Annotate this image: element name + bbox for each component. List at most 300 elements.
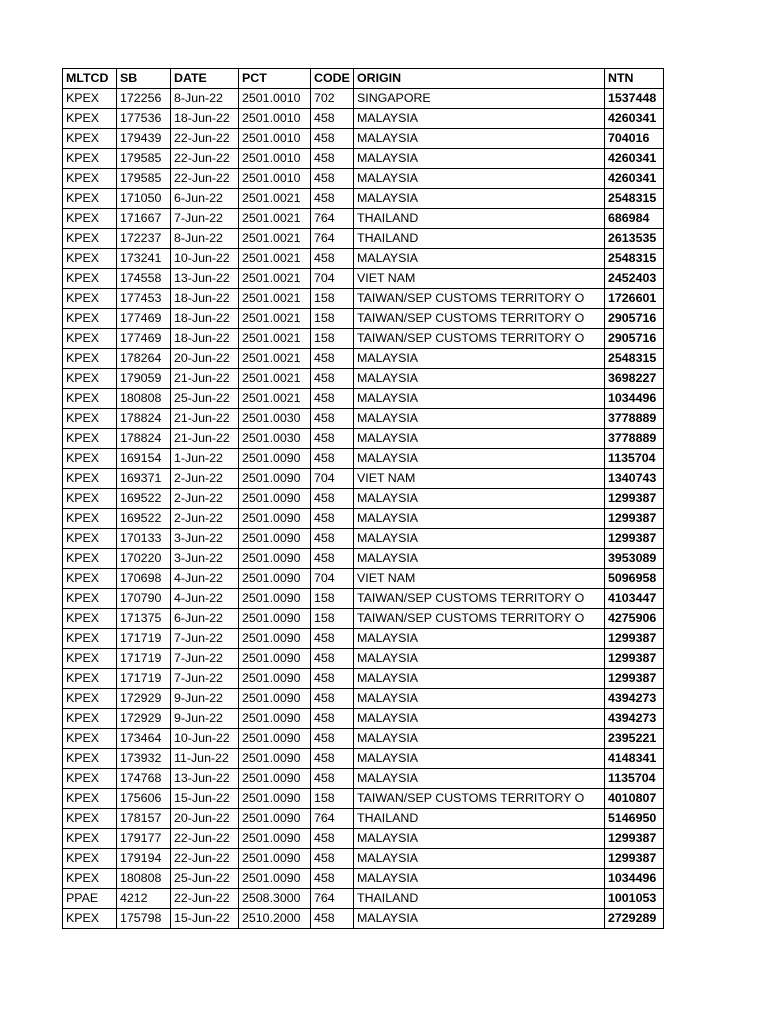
table-row	[63, 169, 664, 189]
mltcd-cell: KPEX	[63, 529, 117, 549]
origin-cell: SINGAPORE	[354, 89, 605, 109]
mltcd-cell: KPEX	[63, 609, 117, 629]
ntn-cell: 2905716	[605, 309, 664, 329]
mltcd-cell: KPEX	[63, 509, 117, 529]
table-row	[63, 829, 664, 849]
table-row	[63, 449, 664, 469]
date-cell: 11-Jun-22	[171, 749, 239, 769]
mltcd-cell: KPEX	[63, 549, 117, 569]
mltcd-cell: KPEX	[63, 449, 117, 469]
ntn-cell: 1135704	[605, 769, 664, 789]
origin-cell: MALAYSIA	[354, 449, 605, 469]
table-row	[63, 329, 664, 349]
date-cell: 22-Jun-22	[171, 169, 239, 189]
mltcd-cell: KPEX	[63, 209, 117, 229]
mltcd-cell: KPEX	[63, 629, 117, 649]
table-row	[63, 249, 664, 269]
origin-cell: MALAYSIA	[354, 649, 605, 669]
code-cell: 458	[311, 549, 354, 569]
sb-cell: 171050	[117, 189, 171, 209]
origin-cell: TAIWAN/SEP CUSTOMS TERRITORY O	[354, 609, 605, 629]
ntn-cell: 4148341	[605, 749, 664, 769]
code-cell: 158	[311, 609, 354, 629]
date-cell: 25-Jun-22	[171, 389, 239, 409]
code-cell: 158	[311, 309, 354, 329]
origin-cell: VIET NAM	[354, 569, 605, 589]
ntn-cell: 1299387	[605, 529, 664, 549]
origin-cell: MALAYSIA	[354, 189, 605, 209]
origin-cell: MALAYSIA	[354, 509, 605, 529]
date-cell: 22-Jun-22	[171, 829, 239, 849]
sb-cell: 177469	[117, 309, 171, 329]
origin-cell: MALAYSIA	[354, 409, 605, 429]
table-row	[63, 769, 664, 789]
code-cell: 458	[311, 829, 354, 849]
code-cell: 458	[311, 509, 354, 529]
ntn-cell: 2548315	[605, 249, 664, 269]
sb-cell: 169522	[117, 489, 171, 509]
origin-cell: MALAYSIA	[354, 909, 605, 929]
mltcd-cell: KPEX	[63, 569, 117, 589]
code-cell: 458	[311, 489, 354, 509]
origin-cell: MALAYSIA	[354, 129, 605, 149]
mltcd-cell: KPEX	[63, 89, 117, 109]
mltcd-cell: KPEX	[63, 229, 117, 249]
pct-cell: 2501.0090	[239, 529, 311, 549]
mltcd-cell: PPAE	[63, 889, 117, 909]
origin-cell: MALAYSIA	[354, 689, 605, 709]
code-cell: 458	[311, 149, 354, 169]
pct-cell: 2501.0010	[239, 149, 311, 169]
mltcd-cell: KPEX	[63, 909, 117, 929]
pct-cell: 2501.0021	[239, 189, 311, 209]
code-cell: 764	[311, 229, 354, 249]
table-row	[63, 589, 664, 609]
origin-cell: TAIWAN/SEP CUSTOMS TERRITORY O	[354, 789, 605, 809]
table-row	[63, 569, 664, 589]
code-cell: 458	[311, 189, 354, 209]
origin-cell: MALAYSIA	[354, 369, 605, 389]
origin-cell: THAILAND	[354, 209, 605, 229]
date-cell: 18-Jun-22	[171, 329, 239, 349]
table-row	[63, 349, 664, 369]
sb-cell: 169154	[117, 449, 171, 469]
pct-cell: 2501.0010	[239, 129, 311, 149]
pct-cell: 2501.0021	[239, 389, 311, 409]
sb-cell: 169371	[117, 469, 171, 489]
ntn-cell: 2729289	[605, 909, 664, 929]
date-cell: 4-Jun-22	[171, 569, 239, 589]
date-cell: 18-Jun-22	[171, 109, 239, 129]
origin-cell: TAIWAN/SEP CUSTOMS TERRITORY O	[354, 289, 605, 309]
mltcd-cell: KPEX	[63, 649, 117, 669]
table-row	[63, 549, 664, 569]
mltcd-cell: KPEX	[63, 769, 117, 789]
sb-cell: 173932	[117, 749, 171, 769]
pct-cell: 2501.0021	[239, 249, 311, 269]
sb-cell: 169522	[117, 509, 171, 529]
date-cell: 9-Jun-22	[171, 709, 239, 729]
pct-cell: 2508.3000	[239, 889, 311, 909]
ntn-cell: 4260341	[605, 169, 664, 189]
sb-cell: 171719	[117, 629, 171, 649]
ntn-cell: 3698227	[605, 369, 664, 389]
date-cell: 22-Jun-22	[171, 889, 239, 909]
date-cell: 22-Jun-22	[171, 849, 239, 869]
table-row	[63, 849, 664, 869]
table-row	[63, 529, 664, 549]
date-cell: 7-Jun-22	[171, 649, 239, 669]
table-row	[63, 369, 664, 389]
ntn-cell: 4010807	[605, 789, 664, 809]
code-cell: 458	[311, 349, 354, 369]
pct-cell: 2501.0090	[239, 609, 311, 629]
code-cell: 458	[311, 249, 354, 269]
code-cell: 764	[311, 209, 354, 229]
ntn-cell: 1299387	[605, 649, 664, 669]
code-cell: 158	[311, 589, 354, 609]
origin-cell: MALAYSIA	[354, 629, 605, 649]
pct-cell: 2501.0021	[239, 349, 311, 369]
mltcd-cell: KPEX	[63, 789, 117, 809]
table-row	[63, 729, 664, 749]
ntn-cell: 1299387	[605, 829, 664, 849]
code-cell: 458	[311, 729, 354, 749]
header-mltcd: MLTCD	[63, 69, 117, 89]
table-body	[63, 89, 664, 929]
data-table	[62, 68, 664, 929]
table-row	[63, 109, 664, 129]
ntn-cell: 704016	[605, 129, 664, 149]
origin-cell: MALAYSIA	[354, 829, 605, 849]
pct-cell: 2501.0090	[239, 869, 311, 889]
pct-cell: 2501.0090	[239, 689, 311, 709]
date-cell: 8-Jun-22	[171, 89, 239, 109]
origin-cell: THAILAND	[354, 889, 605, 909]
origin-cell: MALAYSIA	[354, 549, 605, 569]
sb-cell: 171375	[117, 609, 171, 629]
date-cell: 20-Jun-22	[171, 809, 239, 829]
date-cell: 8-Jun-22	[171, 229, 239, 249]
sb-cell: 172929	[117, 689, 171, 709]
table-header	[63, 69, 664, 89]
sb-cell: 178157	[117, 809, 171, 829]
header-code: CODE	[311, 69, 354, 89]
code-cell: 458	[311, 709, 354, 729]
code-cell: 458	[311, 409, 354, 429]
code-cell: 458	[311, 629, 354, 649]
table-row	[63, 629, 664, 649]
sb-cell: 170790	[117, 589, 171, 609]
origin-cell: MALAYSIA	[354, 849, 605, 869]
pct-cell: 2501.0090	[239, 729, 311, 749]
sb-cell: 179439	[117, 129, 171, 149]
table-row	[63, 429, 664, 449]
sb-cell: 171667	[117, 209, 171, 229]
date-cell: 22-Jun-22	[171, 149, 239, 169]
sb-cell: 177469	[117, 329, 171, 349]
ntn-cell: 4260341	[605, 109, 664, 129]
origin-cell: VIET NAM	[354, 469, 605, 489]
date-cell: 15-Jun-22	[171, 789, 239, 809]
ntn-cell: 2395221	[605, 729, 664, 749]
ntn-cell: 3778889	[605, 409, 664, 429]
table-row	[63, 189, 664, 209]
ntn-cell: 1340743	[605, 469, 664, 489]
header-row	[63, 69, 664, 89]
table-row	[63, 609, 664, 629]
code-cell: 158	[311, 329, 354, 349]
pct-cell: 2501.0010	[239, 89, 311, 109]
ntn-cell: 4103447	[605, 589, 664, 609]
date-cell: 18-Jun-22	[171, 309, 239, 329]
table-row	[63, 489, 664, 509]
mltcd-cell: KPEX	[63, 289, 117, 309]
sb-cell: 179585	[117, 149, 171, 169]
pct-cell: 2501.0010	[239, 169, 311, 189]
pct-cell: 2501.0090	[239, 589, 311, 609]
pct-cell: 2501.0090	[239, 809, 311, 829]
code-cell: 458	[311, 109, 354, 129]
header-origin: ORIGIN	[354, 69, 605, 89]
sb-cell: 170220	[117, 549, 171, 569]
table-row	[63, 689, 664, 709]
pct-cell: 2501.0021	[239, 229, 311, 249]
date-cell: 3-Jun-22	[171, 549, 239, 569]
origin-cell: TAIWAN/SEP CUSTOMS TERRITORY O	[354, 309, 605, 329]
origin-cell: MALAYSIA	[354, 149, 605, 169]
code-cell: 702	[311, 89, 354, 109]
sb-cell: 172256	[117, 89, 171, 109]
sb-cell: 175606	[117, 789, 171, 809]
table-row	[63, 289, 664, 309]
pct-cell: 2501.0090	[239, 469, 311, 489]
sb-cell: 172929	[117, 709, 171, 729]
sb-cell: 173464	[117, 729, 171, 749]
mltcd-cell: KPEX	[63, 469, 117, 489]
ntn-cell: 686984	[605, 209, 664, 229]
date-cell: 20-Jun-22	[171, 349, 239, 369]
pct-cell: 2501.0090	[239, 549, 311, 569]
code-cell: 458	[311, 749, 354, 769]
pct-cell: 2501.0090	[239, 749, 311, 769]
origin-cell: MALAYSIA	[354, 529, 605, 549]
table-row	[63, 669, 664, 689]
ntn-cell: 1537448	[605, 89, 664, 109]
mltcd-cell: KPEX	[63, 709, 117, 729]
code-cell: 158	[311, 289, 354, 309]
mltcd-cell: KPEX	[63, 829, 117, 849]
ntn-cell: 5146950	[605, 809, 664, 829]
sb-cell: 175798	[117, 909, 171, 929]
origin-cell: MALAYSIA	[354, 709, 605, 729]
mltcd-cell: KPEX	[63, 809, 117, 829]
table-row	[63, 129, 664, 149]
table-row	[63, 409, 664, 429]
ntn-cell: 1726601	[605, 289, 664, 309]
origin-cell: TAIWAN/SEP CUSTOMS TERRITORY O	[354, 589, 605, 609]
code-cell: 458	[311, 909, 354, 929]
table-row	[63, 749, 664, 769]
pct-cell: 2501.0090	[239, 709, 311, 729]
date-cell: 4-Jun-22	[171, 589, 239, 609]
mltcd-cell: KPEX	[63, 149, 117, 169]
mltcd-cell: KPEX	[63, 389, 117, 409]
origin-cell: THAILAND	[354, 809, 605, 829]
pct-cell: 2501.0030	[239, 409, 311, 429]
pct-cell: 2501.0010	[239, 109, 311, 129]
origin-cell: MALAYSIA	[354, 109, 605, 129]
mltcd-cell: KPEX	[63, 489, 117, 509]
origin-cell: MALAYSIA	[354, 729, 605, 749]
code-cell: 458	[311, 689, 354, 709]
pct-cell: 2501.0021	[239, 309, 311, 329]
ntn-cell: 4394273	[605, 709, 664, 729]
date-cell: 7-Jun-22	[171, 629, 239, 649]
code-cell: 458	[311, 869, 354, 889]
pct-cell: 2501.0090	[239, 489, 311, 509]
table-row	[63, 509, 664, 529]
origin-cell: THAILAND	[354, 229, 605, 249]
table-row	[63, 809, 664, 829]
ntn-cell: 1034496	[605, 389, 664, 409]
ntn-cell: 1299387	[605, 849, 664, 869]
mltcd-cell: KPEX	[63, 269, 117, 289]
mltcd-cell: KPEX	[63, 309, 117, 329]
sb-cell: 171719	[117, 669, 171, 689]
mltcd-cell: KPEX	[63, 129, 117, 149]
ntn-cell: 4275906	[605, 609, 664, 629]
code-cell: 704	[311, 469, 354, 489]
code-cell: 458	[311, 169, 354, 189]
origin-cell: MALAYSIA	[354, 669, 605, 689]
mltcd-cell: KPEX	[63, 749, 117, 769]
sb-cell: 178264	[117, 349, 171, 369]
pct-cell: 2501.0090	[239, 629, 311, 649]
date-cell: 9-Jun-22	[171, 689, 239, 709]
mltcd-cell: KPEX	[63, 409, 117, 429]
origin-cell: MALAYSIA	[354, 389, 605, 409]
mltcd-cell: KPEX	[63, 169, 117, 189]
code-cell: 764	[311, 809, 354, 829]
sb-cell: 180808	[117, 869, 171, 889]
header-ntn: NTN	[605, 69, 664, 89]
ntn-cell: 1135704	[605, 449, 664, 469]
date-cell: 2-Jun-22	[171, 489, 239, 509]
date-cell: 18-Jun-22	[171, 289, 239, 309]
date-cell: 7-Jun-22	[171, 209, 239, 229]
pct-cell: 2501.0090	[239, 669, 311, 689]
origin-cell: MALAYSIA	[354, 249, 605, 269]
pct-cell: 2501.0021	[239, 329, 311, 349]
ntn-cell: 3778889	[605, 429, 664, 449]
ntn-cell: 1299387	[605, 629, 664, 649]
sb-cell: 170698	[117, 569, 171, 589]
header-sb: SB	[117, 69, 171, 89]
mltcd-cell: KPEX	[63, 429, 117, 449]
origin-cell: MALAYSIA	[354, 349, 605, 369]
sb-cell: 179194	[117, 849, 171, 869]
date-cell: 21-Jun-22	[171, 429, 239, 449]
code-cell: 704	[311, 569, 354, 589]
date-cell: 13-Jun-22	[171, 269, 239, 289]
code-cell: 458	[311, 529, 354, 549]
code-cell: 458	[311, 129, 354, 149]
sb-cell: 179585	[117, 169, 171, 189]
origin-cell: MALAYSIA	[354, 429, 605, 449]
code-cell: 158	[311, 789, 354, 809]
table-row	[63, 309, 664, 329]
table-row	[63, 389, 664, 409]
pct-cell: 2501.0090	[239, 789, 311, 809]
ntn-cell: 2548315	[605, 189, 664, 209]
table-row	[63, 469, 664, 489]
code-cell: 458	[311, 849, 354, 869]
ntn-cell: 1299387	[605, 669, 664, 689]
date-cell: 25-Jun-22	[171, 869, 239, 889]
code-cell: 458	[311, 429, 354, 449]
table-row	[63, 209, 664, 229]
code-cell: 458	[311, 669, 354, 689]
date-cell: 6-Jun-22	[171, 609, 239, 629]
date-cell: 2-Jun-22	[171, 469, 239, 489]
mltcd-cell: KPEX	[63, 669, 117, 689]
sb-cell: 179177	[117, 829, 171, 849]
pct-cell: 2501.0030	[239, 429, 311, 449]
header-date: DATE	[171, 69, 239, 89]
ntn-cell: 4260341	[605, 149, 664, 169]
origin-cell: MALAYSIA	[354, 489, 605, 509]
date-cell: 1-Jun-22	[171, 449, 239, 469]
pct-cell: 2501.0021	[239, 269, 311, 289]
date-cell: 10-Jun-22	[171, 729, 239, 749]
pct-cell: 2501.0090	[239, 769, 311, 789]
code-cell: 458	[311, 389, 354, 409]
sb-cell: 170133	[117, 529, 171, 549]
table-row	[63, 789, 664, 809]
pct-cell: 2501.0021	[239, 209, 311, 229]
table-row	[63, 909, 664, 929]
mltcd-cell: KPEX	[63, 589, 117, 609]
ntn-cell: 3953089	[605, 549, 664, 569]
table-row	[63, 269, 664, 289]
mltcd-cell: KPEX	[63, 349, 117, 369]
pct-cell: 2501.0090	[239, 849, 311, 869]
table-row	[63, 889, 664, 909]
table-row	[63, 649, 664, 669]
origin-cell: MALAYSIA	[354, 769, 605, 789]
origin-cell: VIET NAM	[354, 269, 605, 289]
date-cell: 10-Jun-22	[171, 249, 239, 269]
mltcd-cell: KPEX	[63, 189, 117, 209]
table-row	[63, 89, 664, 109]
pct-cell: 2501.0090	[239, 569, 311, 589]
sb-cell: 174768	[117, 769, 171, 789]
ntn-cell: 1034496	[605, 869, 664, 889]
sb-cell: 177453	[117, 289, 171, 309]
date-cell: 15-Jun-22	[171, 909, 239, 929]
sb-cell: 174558	[117, 269, 171, 289]
code-cell: 458	[311, 449, 354, 469]
date-cell: 7-Jun-22	[171, 669, 239, 689]
table-row	[63, 869, 664, 889]
mltcd-cell: KPEX	[63, 109, 117, 129]
pct-cell: 2501.0021	[239, 369, 311, 389]
ntn-cell: 5096958	[605, 569, 664, 589]
ntn-cell: 2452403	[605, 269, 664, 289]
sb-cell: 4212	[117, 889, 171, 909]
date-cell: 13-Jun-22	[171, 769, 239, 789]
